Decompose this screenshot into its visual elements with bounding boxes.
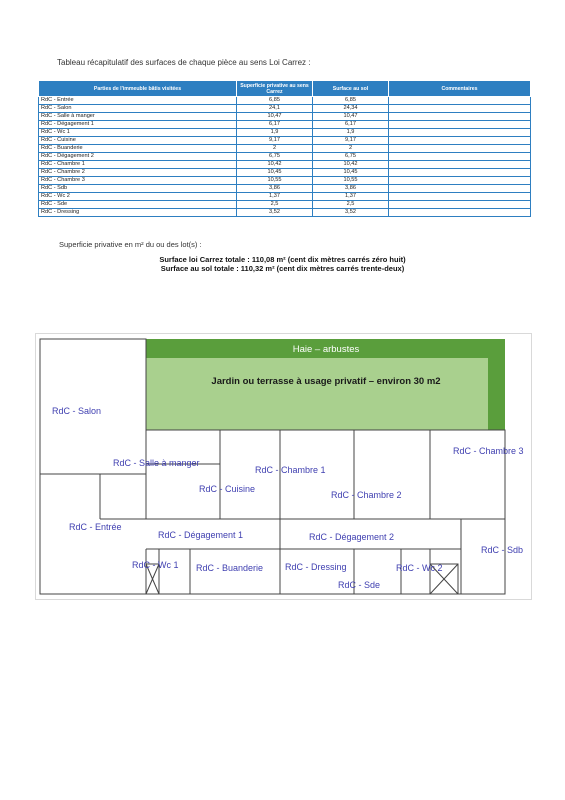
cell-commentaire [389, 209, 531, 217]
room-labels [52, 406, 524, 590]
cell-partie: RdC - Wc 2 [39, 193, 237, 201]
cell-sol: 10,45 [313, 169, 389, 177]
cell-carrez: 6,85 [237, 97, 313, 105]
garden-label: Jardin ou terrasse à usage privatif – environ 30 m2 [211, 376, 441, 387]
cell-sol: 6,17 [313, 121, 389, 129]
cell-partie: RdC - Chambre 1 [39, 161, 237, 169]
cell-commentaire [389, 121, 531, 129]
room-label-degagement1: RdC - Dégagement 1 [158, 530, 244, 540]
cell-sol: 2 [313, 145, 389, 153]
table-row [39, 185, 531, 193]
cell-carrez: 2 [237, 145, 313, 153]
cell-carrez: 9,17 [237, 137, 313, 145]
cell-carrez: 10,42 [237, 161, 313, 169]
cell-carrez: 6,17 [237, 121, 313, 129]
cell-commentaire [389, 145, 531, 153]
cell-commentaire [389, 137, 531, 145]
cell-partie: RdC - Wc 1 [39, 129, 237, 137]
cell-partie: RdC - Dressing [39, 209, 237, 217]
table-row [39, 153, 531, 161]
cell-partie: RdC - Chambre 3 [39, 177, 237, 185]
cell-sol: 1,37 [313, 193, 389, 201]
table-row [39, 169, 531, 177]
cell-partie: RdC - Sdb [39, 185, 237, 193]
col-header-parties: Parties de l'immeuble bâtis visitées [39, 81, 237, 97]
hedge-side [488, 358, 505, 430]
col-header-carrez: Superficie privative au sens Carrez [237, 81, 313, 97]
cell-commentaire [389, 169, 531, 177]
surface-table [38, 80, 531, 217]
cell-commentaire [389, 97, 531, 105]
cell-sol: 6,85 [313, 97, 389, 105]
table-row [39, 193, 531, 201]
cell-commentaire [389, 153, 531, 161]
table-row [39, 209, 531, 217]
cell-carrez: 2,5 [237, 201, 313, 209]
table-row [39, 129, 531, 137]
floor-plan-drawing [36, 334, 533, 601]
room-label-sde: RdC - Sde [338, 580, 381, 590]
table-row [39, 161, 531, 169]
table-row [39, 97, 531, 105]
cell-commentaire [389, 193, 531, 201]
cell-sol: 10,55 [313, 177, 389, 185]
room-label-dressing: RdC - Dressing [285, 562, 347, 572]
cell-commentaire [389, 201, 531, 209]
cell-partie: RdC - Salon [39, 105, 237, 113]
room-label-chambre2: RdC - Chambre 2 [331, 490, 402, 500]
cell-sol: 24,34 [313, 105, 389, 113]
room-label-wc1: RdC - Wc 1 [132, 560, 179, 570]
floor-plan [35, 333, 532, 600]
table-header-row [39, 81, 531, 97]
room-label-entree: RdC - Entrée [69, 522, 122, 532]
cell-partie: RdC - Buanderie [39, 145, 237, 153]
cell-sol: 6,75 [313, 153, 389, 161]
cell-commentaire [389, 161, 531, 169]
superficie-subtitle: Superficie privative en m² du ou des lot(s) : [59, 240, 202, 249]
cell-partie: RdC - Dégagement 2 [39, 153, 237, 161]
cell-carrez: 6,75 [237, 153, 313, 161]
table-row [39, 121, 531, 129]
table-row [39, 177, 531, 185]
room-label-salle-a-manger: RdC - Salle à manger [113, 458, 200, 468]
cell-commentaire [389, 105, 531, 113]
cell-sol: 9,17 [313, 137, 389, 145]
cell-sol: 2,5 [313, 201, 389, 209]
col-header-commentaires: Commentaires [389, 81, 531, 97]
table-row [39, 145, 531, 153]
room-label-buanderie: RdC - Buanderie [196, 563, 264, 573]
col-header-sol: Surface au sol [313, 81, 389, 97]
total-sol: Surface au sol totale : 110,32 m² (cent dix mètres carrés trente-deux) [160, 264, 405, 273]
table-row [39, 137, 531, 145]
cell-carrez: 10,47 [237, 113, 313, 121]
room-label-wc2: RdC - Wc 2 [396, 563, 443, 573]
cell-carrez: 1,37 [237, 193, 313, 201]
table-row [39, 105, 531, 113]
garden-area [146, 358, 488, 430]
room-label-sdb: RdC - Sdb [481, 545, 524, 555]
cell-commentaire [389, 113, 531, 121]
cell-commentaire [389, 177, 531, 185]
cell-sol: 3,86 [313, 185, 389, 193]
cell-partie: RdC - Dégagement 1 [39, 121, 237, 129]
total-carrez: Surface loi Carrez totale : 110,08 m² (cent dix mètres carrés zéro huit) [159, 255, 406, 264]
intro-text: Tableau récapitulatif des surfaces de chaque pièce au sens Loi Carrez : [57, 58, 311, 67]
cell-sol: 3,52 [313, 209, 389, 217]
room-label-cuisine: RdC - Cuisine [199, 484, 256, 494]
cell-sol: 1,9 [313, 129, 389, 137]
cell-carrez: 10,55 [237, 177, 313, 185]
room-label-chambre1: RdC - Chambre 1 [255, 465, 326, 475]
hedge-label: Haie – arbustes [292, 344, 360, 355]
table-row [39, 201, 531, 209]
room-label-degagement2: RdC - Dégagement 2 [309, 532, 395, 542]
room-label-salon: RdC - Salon [52, 406, 102, 416]
cell-partie: RdC - Sde [39, 201, 237, 209]
cell-partie: RdC - Entrée [39, 97, 237, 105]
cell-sol: 10,42 [313, 161, 389, 169]
cell-carrez: 1,9 [237, 129, 313, 137]
cell-carrez: 10,45 [237, 169, 313, 177]
cell-carrez: 3,52 [237, 209, 313, 217]
room-label-chambre3: RdC - Chambre 3 [453, 446, 524, 456]
cell-carrez: 3,86 [237, 185, 313, 193]
cell-partie: RdC - Chambre 2 [39, 169, 237, 177]
table-row [39, 113, 531, 121]
cell-sol: 10,47 [313, 113, 389, 121]
cell-partie: RdC - Salle à manger [39, 113, 237, 121]
cell-partie: RdC - Cuisine [39, 137, 237, 145]
cell-commentaire [389, 185, 531, 193]
cell-commentaire [389, 129, 531, 137]
cell-carrez: 24,1 [237, 105, 313, 113]
